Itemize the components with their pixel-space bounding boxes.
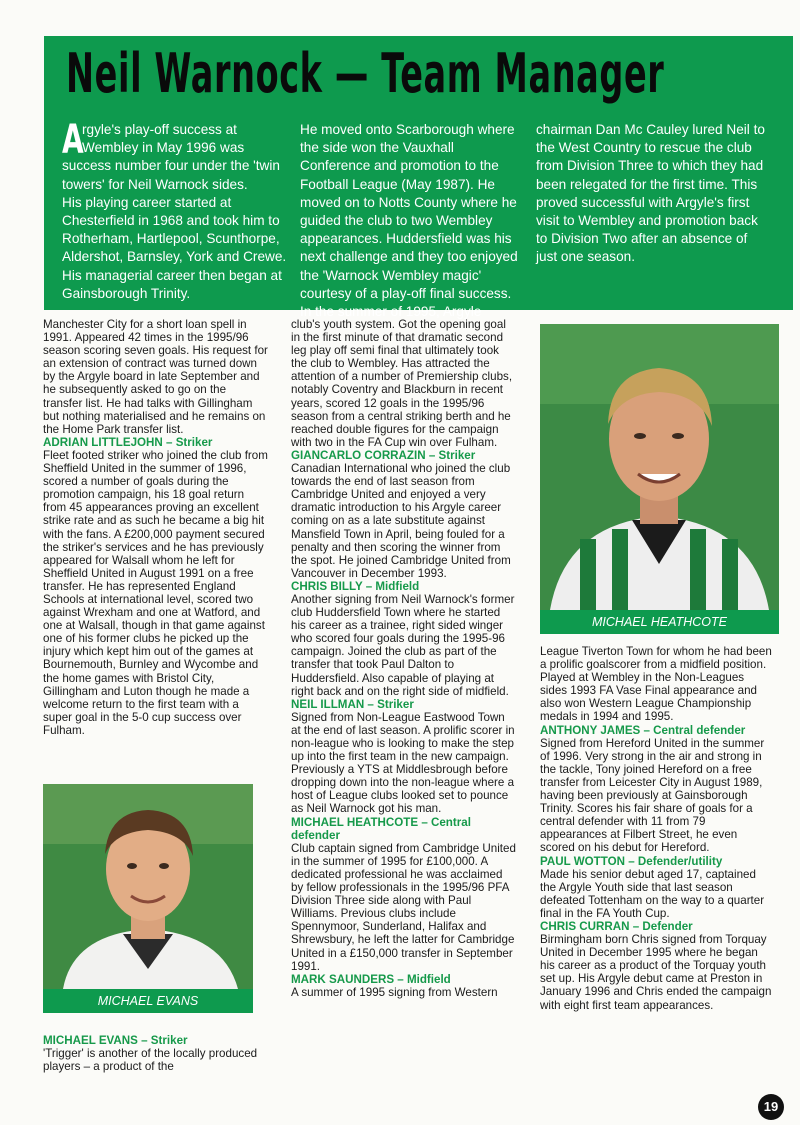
body-paragraph: 'Trigger' is another of the locally produced players – a product of the xyxy=(43,1047,258,1074)
banner-paragraph: chairman Dan Mc Cauley lured Neil to the West Country to rescue the club from Division Three to which they had been relegated for the first time. This proved successful with Argyle's first visit to Wembley and promotion back to Division Two after an absence of just one season. xyxy=(536,122,765,265)
title-banner xyxy=(44,36,793,320)
banner-column-2 xyxy=(300,121,525,321)
banner-column-3 xyxy=(536,121,768,267)
portrait-heathcote-image xyxy=(540,324,779,610)
banner-paragraph: He moved onto Scarborough where the side won the Vauxhall Conference and promotion to the Football League (May 1987). He moved on to Notts County where he guided the club to two Wembley appearances. Huddersfield was his next challenge and they too enjoyed the 'Warnock Wembley magic' courtesy of a play-off final success. xyxy=(300,122,518,301)
player-heading-illman: NEIL ILLMAN – Striker xyxy=(291,697,414,711)
article-column-2 xyxy=(291,318,516,999)
photo-michael-heathcote xyxy=(540,324,779,610)
body-paragraph: Made his senior debut aged 17, captained the Argyle Youth side that last season defeated Tottenham on the way to a quarter final in the FA Youth Cup. xyxy=(540,867,765,920)
body-paragraph: Birmingham born Chris signed from Torquay United in December 1995 where he began his career as a product of the Torquay youth set up. His Argyle debut came at Preston in January 1996 and Chris ended the campaign with eight first team appearances. xyxy=(540,933,772,1012)
body-paragraph: Signed from Hereford United in the summer of 1996. Very strong in the air and strong in the tackle, Tony joined Hereford on a free transfer from Leicester City in August 1989, having been previously at Gainsborough Trinity. Scores his fair share of goals for a central defender with 11 from 79 appearances at Filbert Street, he even scored on his debut for Hereford. xyxy=(540,736,765,855)
body-paragraph: Club captain signed from Cambridge United in the summer of 1995 for £100,000. A dedicated professional he was acclaimed by fellow professionals in the 1995/96 PFA Division Three side along with Paul Williams. Previous clubs include Spennymoor, Sunderland, Halifax and Shrewsbury, he left the latter for Cambridge United in a £150,000 transfer in September 1991. xyxy=(291,841,516,973)
photo-caption-evans: MICHAEL EVANS xyxy=(43,989,253,1013)
player-heading-corrazin: GIANCARLO CORRAZIN – Striker xyxy=(291,448,476,462)
player-heading-billy: CHRIS BILLY – Midfield xyxy=(291,579,420,593)
article-column-3 xyxy=(540,645,772,1012)
player-heading-james: ANTHONY JAMES – Central defender xyxy=(540,723,746,737)
body-paragraph: Manchester City for a short loan spell in 1991. Appeared 42 times in the 1995/96 season scoring seven goals. His request for an extension of contract was turned down by the Argyle board in late September and he subsequently asked to go on the transfer list. He had talks with Gillingham but nothing materialised and he remains on the Home Park transfer list. xyxy=(43,318,268,436)
portrait-evans-image xyxy=(43,784,253,989)
article-column-1 xyxy=(43,318,268,737)
photo-michael-evans xyxy=(43,784,253,989)
banner-paragraph: In the summer of 1995, Argyle xyxy=(300,304,482,320)
body-paragraph: Signed from Non-League Eastwood Town at the end of last season. A prolific scorer in non-league who is looking to make the step up into the first team in the new campaign. Previously a YTS at Middlesbrough before dropping down into the non-league where a host of League clubs looked set to pounce as Neil Warnock got his man. xyxy=(291,710,515,816)
player-heading-heathcote: MICHAEL HEATHCOTE – Central defender xyxy=(291,815,471,842)
player-heading-littlejohn: ADRIAN LITTLEJOHN – Striker xyxy=(43,435,213,449)
banner-column-1 xyxy=(62,117,287,303)
page-title: Neil Warnock — Team Manager xyxy=(66,42,665,105)
player-heading-curran: CHRIS CURRAN – Defender xyxy=(540,919,693,933)
player-heading-saunders: MARK SAUNDERS – Midfield xyxy=(291,972,451,986)
body-paragraph: Another signing from Neil Warnock's former club Huddersfield Town where he started his career as a trainee, right sided winger who scored four goals during the 1995-96 campaign. Joined the club as part of the transfer that took Paul Dalton to Huddersfield. Also capable of playing at right back and on the right side of midfield. xyxy=(291,592,515,698)
body-paragraph: Canadian International who joined the club towards the end of last season from Cambridge United and enjoyed a very dramatic introduction to his Argyle career coming on as a late substitute against Mansfield Town in April, being fouled for a penalty and then scoring the winner from the spot. He joined Cambridge United from Vancouver in December 1993. xyxy=(291,462,511,580)
photo-caption-heathcote: MICHAEL HEATHCOTE xyxy=(540,610,779,634)
banner-paragraph: rgyle's play-off success at Wembley in May 1996 was success number four under the 'twin towers' for Neil Warnock sides. xyxy=(62,122,280,192)
body-paragraph: club's youth system. Got the opening goal in the first minute of that dramatic second leg play off semi final that ultimately took the club to Wembley. Has attracted the attention of a number of Premiership clubs, notably Coventry and Blackburn in recent years, scored 12 goals in the 1995/96 season from a central striking berth and he reached double figures for the campaign with two in the FA Cup win over Fulham. xyxy=(291,318,513,449)
body-paragraph: A summer of 1995 signing from Western xyxy=(291,985,498,999)
body-paragraph: Fleet footed striker who joined the club from Sheffield United in the summer of 1996, scored a number of goals during the promotion campaign, his 18 goal return from 45 appearances proving an excellent strike rate and as such he became a big hit with the fans. A £200,000 payment secured the striker's services and he has previously appeared for Walsall whom he left for Sheffield United in August 1991 on a free transfer. He has represented England Schools at international level, scored two against Wrexham and one at Watford, and one at Walsall, though in that game against one of his former clubs he picked up the injury which kept him out of the games at Bournemouth, Burnley and Wycombe and the home games with Bristol City, Gillingham and Luton though he made a welcome return to the first team with a super goal in the 5-0 cup success over Fulham. xyxy=(43,448,268,737)
player-heading-evans: MICHAEL EVANS – Striker xyxy=(43,1034,188,1047)
drop-cap: A xyxy=(62,117,84,163)
player-heading-wotton: PAUL WOTTON – Defender/utility xyxy=(540,854,723,868)
article-column-1-bottom xyxy=(43,1034,268,1073)
body-paragraph: League Tiverton Town for whom he had been a prolific goalscorer from a midfield position. Played at Wembley in the Non-Leagues sides 1993 FA Vase Final appearance and also won Western League Championship medals in 1994 and 1995. xyxy=(540,645,772,724)
page-number: 19 xyxy=(758,1094,784,1120)
banner-paragraph: His playing career started at Chesterfield in 1968 and took him to Rotherham, Hartlepool, Scunthorpe, Aldershot, Barnsley, York and Crewe. His managerial career then began at Gainsborough Trinity. xyxy=(62,194,287,301)
